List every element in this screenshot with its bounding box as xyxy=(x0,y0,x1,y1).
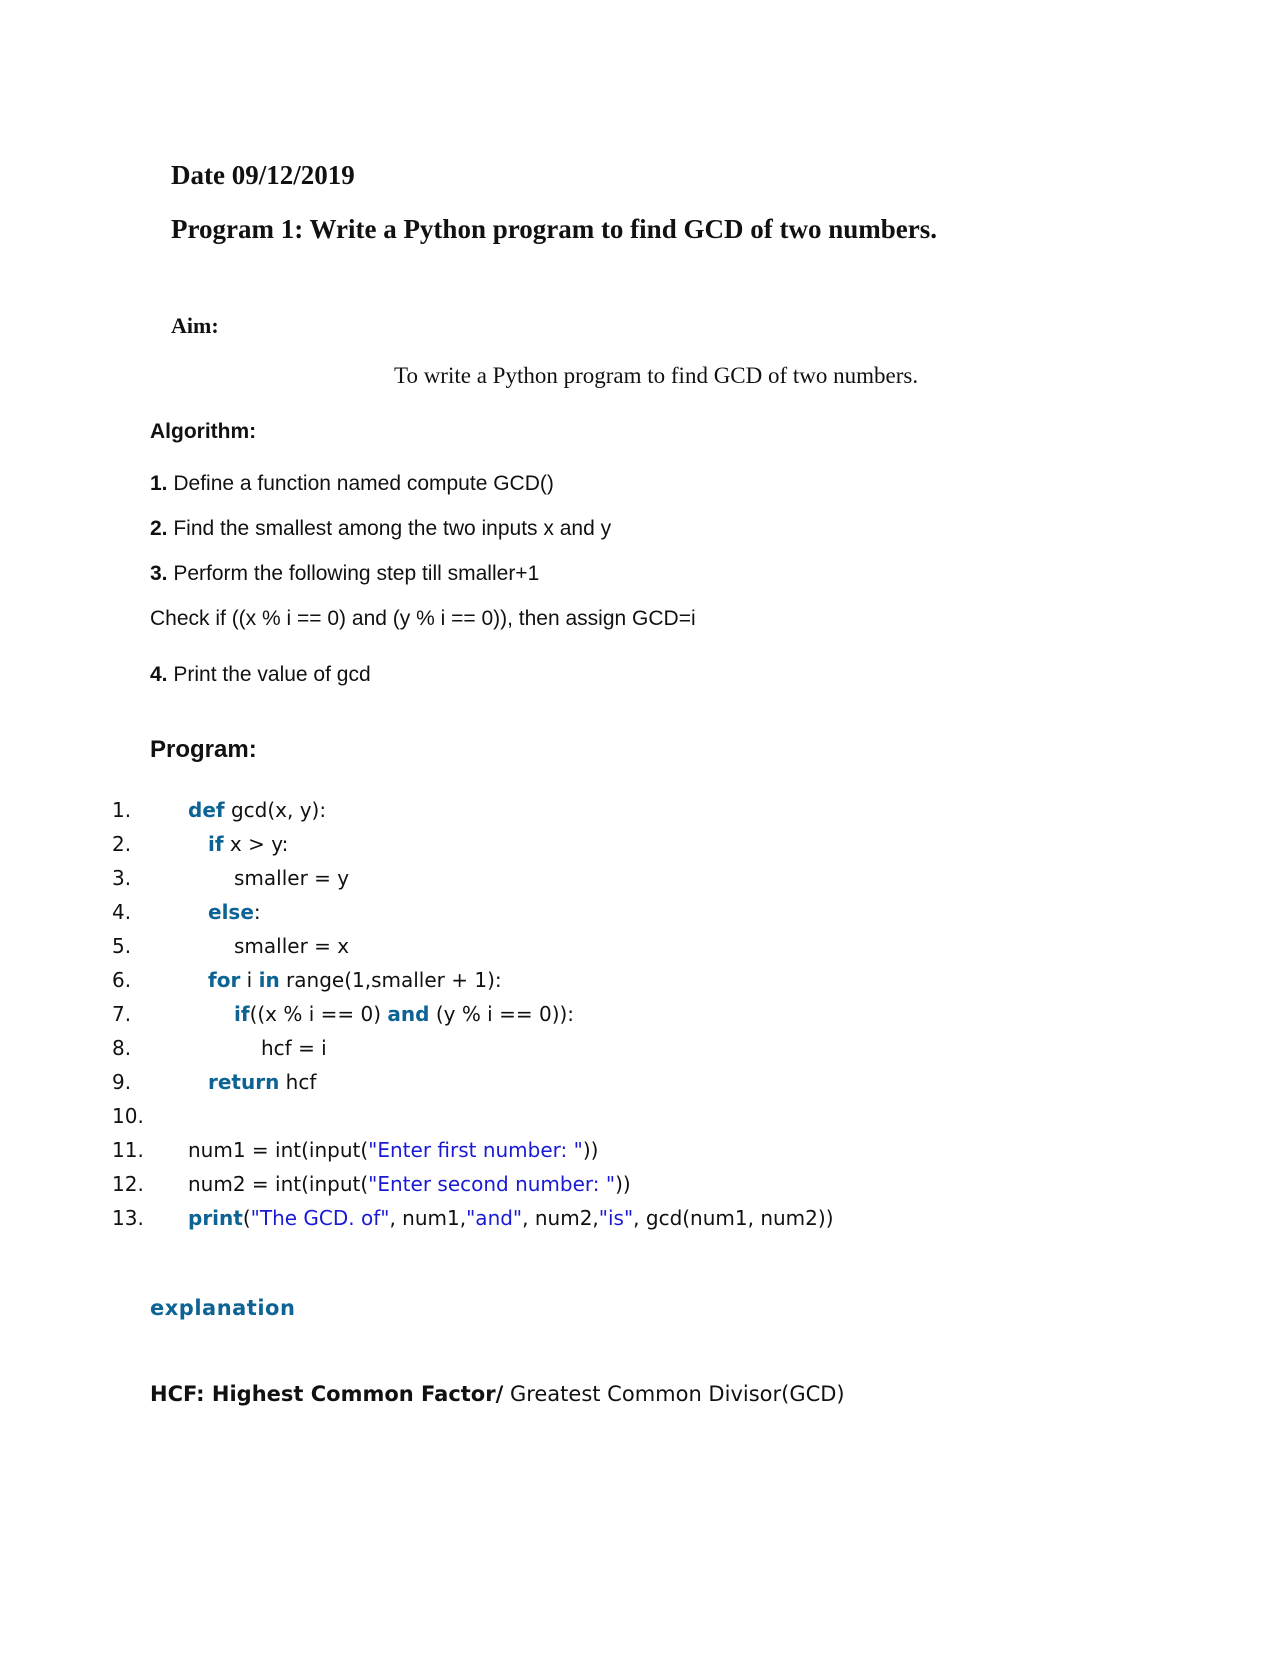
hcf-bold-text: HCF: Highest Common Factor/ xyxy=(150,1382,504,1406)
code-line-8 xyxy=(261,1036,327,1060)
code-text: )) xyxy=(615,1172,631,1196)
algorithm-step-1 xyxy=(150,472,554,496)
code-text: range(1,smaller + 1): xyxy=(279,968,502,992)
code-text: )) xyxy=(582,1138,599,1162)
step-number: 3. xyxy=(150,562,168,585)
string-literal: "The GCD. of" xyxy=(250,1206,390,1230)
code-text: , num1, xyxy=(389,1206,467,1230)
line-number: 10. xyxy=(112,1104,144,1128)
line-number: 8. xyxy=(112,1036,132,1060)
code-text: i xyxy=(240,968,259,992)
code-text: num1 = int(input( xyxy=(188,1138,369,1162)
code-line-13 xyxy=(188,1206,834,1230)
keyword: if xyxy=(234,1002,250,1026)
code-text: gcd(x, y): xyxy=(224,798,327,822)
code-text: smaller = x xyxy=(234,934,350,958)
line-number: 2. xyxy=(112,832,132,856)
algorithm-heading: Algorithm: xyxy=(150,420,257,443)
code-text: ((x % i == 0) xyxy=(249,1002,388,1026)
line-number: 7. xyxy=(112,1002,132,1026)
line-number: 13. xyxy=(112,1206,144,1230)
string-literal: "Enter first number: " xyxy=(368,1138,583,1162)
keyword: def xyxy=(188,798,225,822)
line-number: 4. xyxy=(112,900,132,924)
step-text: Check if ((x % i == 0) and (y % i == 0)), then assign GCD=i xyxy=(150,607,696,630)
keyword: and xyxy=(387,1002,430,1026)
code-line-11 xyxy=(188,1138,598,1162)
algorithm-check-line xyxy=(150,607,696,631)
step-text: Perform the following step till smaller+1 xyxy=(167,562,540,585)
line-number: 12. xyxy=(112,1172,144,1196)
code-text: hcf xyxy=(279,1070,317,1094)
code-text: smaller = y xyxy=(234,866,350,890)
code-line-3 xyxy=(234,866,349,890)
explanation-heading: explanation xyxy=(150,1296,296,1320)
line-number: 5. xyxy=(112,934,132,958)
step-text: Find the smallest among the two inputs x and y xyxy=(167,517,612,540)
program-title: Program 1: Write a Python program to find GCD of two numbers. xyxy=(171,214,937,244)
code-text: ( xyxy=(242,1206,251,1230)
code-line-2 xyxy=(208,832,288,856)
keyword: in xyxy=(258,968,280,992)
line-number: 3. xyxy=(112,866,132,890)
line-number: 9. xyxy=(112,1070,132,1094)
line-number: 11. xyxy=(112,1138,144,1162)
string-literal: "Enter second number: " xyxy=(368,1172,616,1196)
date-line: Date 09/12/2019 xyxy=(171,160,355,190)
code-text: num2 = int(input( xyxy=(188,1172,369,1196)
code-line-12 xyxy=(188,1172,631,1196)
keyword: if xyxy=(208,832,224,856)
code-text: hcf = i xyxy=(261,1036,327,1060)
step-text: Define a function named compute GCD() xyxy=(167,472,554,495)
algorithm-step-3 xyxy=(150,562,539,586)
code-line-5 xyxy=(234,934,349,958)
code-line-1 xyxy=(188,798,326,822)
keyword: print xyxy=(188,1206,243,1230)
code-line-9 xyxy=(208,1070,316,1094)
code-text: (y % i == 0)): xyxy=(429,1002,575,1026)
algorithm-step-4 xyxy=(150,663,371,687)
code-text: , num2, xyxy=(522,1206,599,1230)
code-line-4 xyxy=(208,900,261,924)
code-text: , gcd(num1, num2)) xyxy=(633,1206,834,1230)
code-line-6 xyxy=(208,968,502,992)
algorithm-step-2 xyxy=(150,517,611,541)
code-text: : xyxy=(253,900,261,924)
aim-heading: Aim: xyxy=(171,313,219,338)
step-number: 4. xyxy=(150,663,168,686)
line-number: 6. xyxy=(112,968,132,992)
step-number: 2. xyxy=(150,517,168,540)
string-literal: "and" xyxy=(466,1206,523,1230)
aim-text: To write a Python program to find GCD of two numbers. xyxy=(394,363,919,388)
code-text: x > y: xyxy=(223,832,289,856)
string-literal: "is" xyxy=(598,1206,634,1230)
keyword: for xyxy=(208,968,241,992)
line-number: 1. xyxy=(112,798,132,822)
keyword: else xyxy=(208,900,254,924)
hcf-definition xyxy=(150,1382,845,1406)
hcf-rest-text: Greatest Common Divisor(GCD) xyxy=(503,1382,845,1406)
keyword: return xyxy=(208,1070,280,1094)
program-heading: Program: xyxy=(150,736,257,763)
code-line-7 xyxy=(234,1002,574,1026)
step-number: 1. xyxy=(150,472,168,495)
step-text: Print the value of gcd xyxy=(167,663,371,686)
